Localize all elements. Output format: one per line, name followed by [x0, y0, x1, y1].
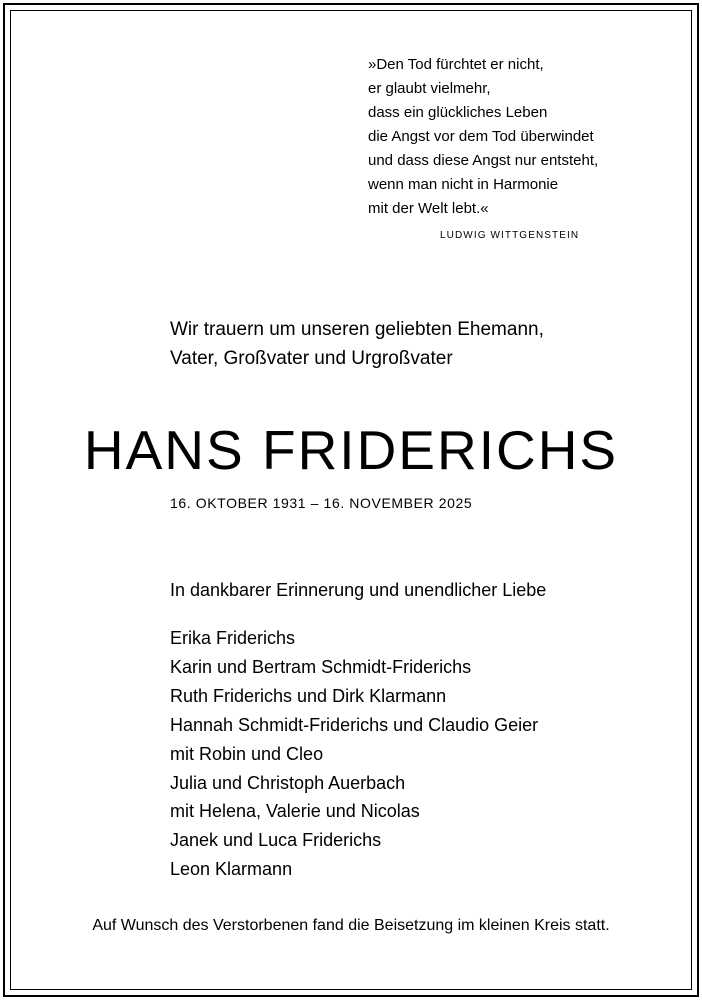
life-dates: 16. OKTOBER 1931 – 16. NOVEMBER 2025: [170, 495, 473, 511]
quote-line: mit der Welt lebt.«: [368, 200, 489, 217]
intro-text: [170, 315, 544, 373]
intro-line: Wir trauern um unseren geliebten Ehemann,: [170, 319, 544, 340]
quote-line: er glaubt vielmehr,: [368, 80, 491, 97]
intro-line: Vater, Großvater und Urgroßvater: [170, 348, 453, 369]
remembrance-text: In dankbarer Erinnerung und unendlicher Liebe: [170, 580, 547, 600]
mourner-item: Ruth Friderichs und Dirk Klarmann: [170, 685, 447, 706]
mourners-list: [170, 624, 538, 884]
mourner-item: mit Robin und Cleo: [170, 743, 324, 764]
mourner-item: Erika Friderichs: [170, 628, 296, 648]
mourner-item: Julia und Christoph Auerbach: [170, 772, 406, 793]
quote-block: [368, 53, 658, 221]
deceased-name: HANS FRIDERICHS: [83, 419, 619, 481]
quote-line: und dass diese Angst nur entsteht,: [368, 152, 599, 169]
quote-line: die Angst vor dem Tod überwindet: [368, 128, 594, 145]
footer-note: Auf Wunsch des Verstorbenen fand die Beisetzung im kleinen Kreis statt.: [92, 917, 610, 934]
quote-line: »Den Tod fürchtet er nicht,: [368, 56, 544, 73]
quote-line: wenn man nicht in Harmonie: [368, 176, 559, 193]
quote-line: dass ein glückliches Leben: [368, 104, 548, 121]
quote-author: LUDWIG WITTGENSTEIN: [440, 230, 580, 241]
mourner-item: mit Helena, Valerie und Nicolas: [170, 801, 420, 822]
mourner-item: Hannah Schmidt-Friderichs und Claudio Geier: [170, 714, 539, 735]
mourner-item: Karin und Bertram Schmidt-Friderichs: [170, 656, 472, 677]
mourner-item: Janek und Luca Friderichs: [170, 830, 382, 851]
mourner-item: Leon Klarmann: [170, 859, 293, 880]
